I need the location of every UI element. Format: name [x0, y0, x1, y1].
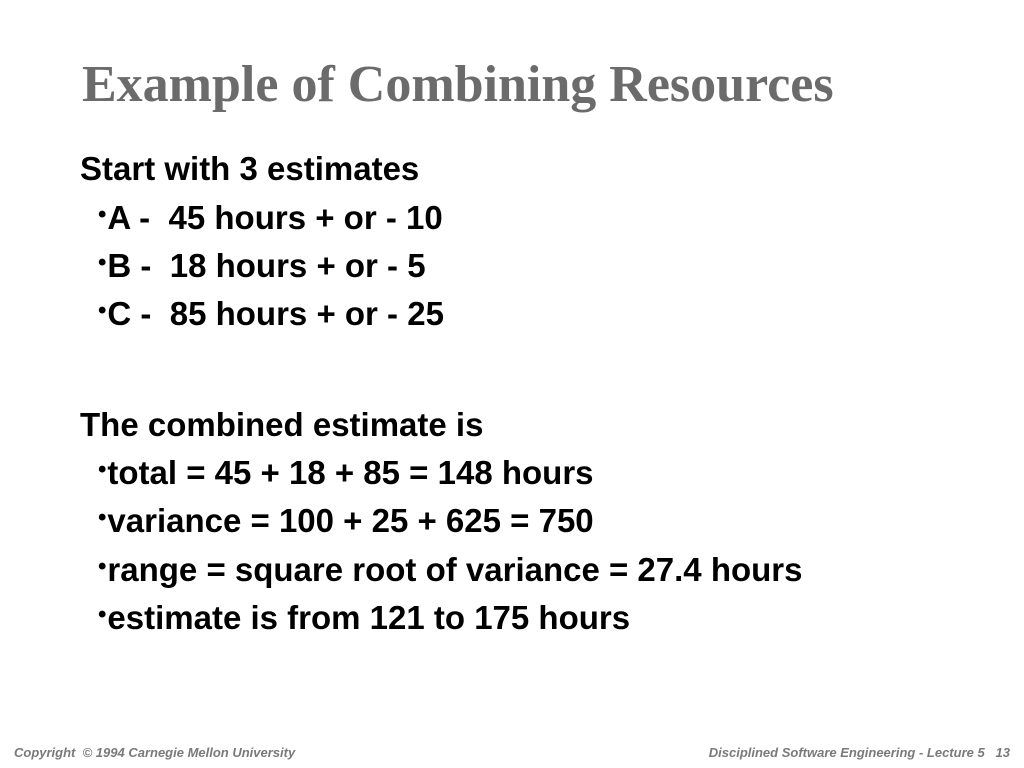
- bullet-dot-icon: •: [98, 456, 107, 483]
- bullet-item: [98, 456, 594, 489]
- slide-title: Example of Combining Resources: [82, 56, 834, 113]
- bullet-item: [98, 601, 630, 634]
- bullet-dot-icon: •: [98, 297, 107, 324]
- bullet-dot-icon: •: [98, 601, 107, 628]
- bullet-text: C - 85 hours + or - 25: [107, 295, 444, 332]
- section-heading-combined: The combined estimate is: [80, 406, 484, 443]
- bullet-text: estimate is from 121 to 175 hours: [107, 599, 631, 636]
- bullet-dot-icon: •: [98, 504, 107, 531]
- bullet-item: [98, 504, 594, 537]
- bullet-item: [98, 249, 426, 282]
- footer-course-page: Disciplined Software Engineering - Lecture 5 13: [708, 745, 1010, 760]
- bullet-dot-icon: •: [98, 201, 107, 228]
- bullet-item: [98, 553, 803, 586]
- bullet-dot-icon: •: [98, 249, 107, 276]
- footer-copyright: Copyright © 1994 Carnegie Mellon University: [14, 745, 296, 760]
- bullet-item: [98, 297, 444, 330]
- bullet-text: variance = 100 + 25 + 625 = 750: [107, 502, 594, 539]
- bullet-item: [98, 201, 443, 234]
- bullet-dot-icon: •: [98, 553, 107, 580]
- bullet-text: total = 45 + 18 + 85 = 148 hours: [107, 454, 594, 491]
- bullet-text: range = square root of variance = 27.4 hours: [107, 551, 803, 588]
- section-heading-estimates: Start with 3 estimates: [80, 150, 420, 187]
- bullet-text: B - 18 hours + or - 5: [107, 247, 426, 284]
- bullet-text: A - 45 hours + or - 10: [107, 199, 443, 236]
